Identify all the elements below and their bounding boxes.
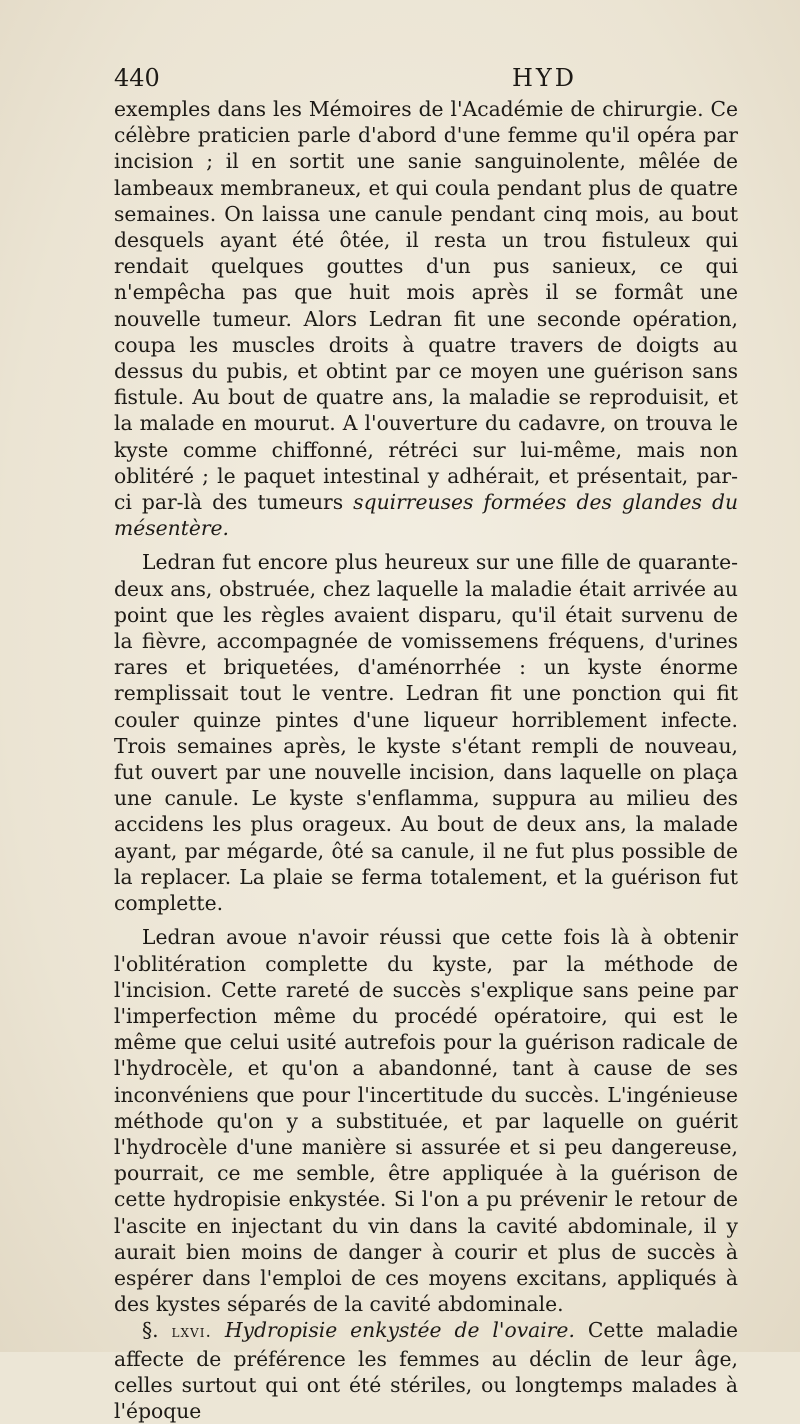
running-head: HYD [512, 64, 578, 92]
text-run: §. [142, 1318, 172, 1343]
page-number: 440 [114, 64, 160, 92]
paragraph-1 [114, 96, 738, 541]
text-run: Ledran fut encore plus heureux sur une fille de quarante-deux ans, obstruée, chez laquelle la maladie était arrivée au point que les règles avaient disparu, qu'il était survenu de la fièvre, accompagnée de vomissemens fréquens, d'urines rares et briquetées, d'aménorrhée : un kyste énorme remplissait tout le ventre. Ledran fit une ponction qui fit couler quinze pintes d'une liqueur horriblement infecte. Trois semaines après, le kyste s'étant rempli de nouveau, fut ouvert par une nouvelle incision, dans laquelle on plaça une canule. Le kyste s'enflamma, suppura au milieu des accidens les plus orageux. Au bout de deux ans, la malade ayant, par mégarde, ôté sa canule, il ne fut plus possible de la replacer. La plaie se ferma totalement, et la guérison fut complette. [114, 550, 738, 916]
section-title: Hydropisie enkystée de l'ovaire. [224, 1318, 575, 1343]
section-number: lxvi. [171, 1322, 212, 1343]
paragraph-2 [114, 549, 738, 916]
page-header [114, 60, 734, 100]
paragraph-4 [114, 1317, 738, 1424]
text-run: exemples dans les Mémoires de l'Académie de chirurgie. Ce célèbre praticien parle d'abord d'une femme qu'il opéra par incision ; il en sortit une sanie sanguinolente, mêlée de lambeaux membraneux, et qui coula pendant plus de quatre semaines. On laissa une canule pendant cinq mois, au bout desquels ayant été ôtée, il resta un trou fistuleux qui rendait quelques gouttes d'un pus sanieux, ce qui n'empêcha pas que huit mois après il se formât une nouvelle tumeur. Alors Ledran fit une seconde opération, coupa les muscles droits à quatre travers de doigts au dessus du pubis, et obtint par ce moyen une guérison sans fistule. Au bout de quatre ans, la maladie se reproduisit, et la malade en mourut. A l'ouverture du cadavre, on trouva le kyste comme chiffonné, rétréci sur lui-même, mais non oblitéré ; le paquet intestinal y adhérait, et présentait, par-ci par-là des tumeurs [114, 97, 738, 515]
text-run: Cette maladie affecte de préférence les femmes au déclin de leur âge, celles surtout qui ont été stériles, ou longtemps malades à l'époque [114, 1318, 738, 1423]
text-run: Ledran avoue n'avoir réussi que cette fois là à obtenir l'oblitération complette du kyste, par la méthode de l'incision. Cette rareté de succès s'explique sans peine par l'imperfection même du procédé opératoire, qui est le même que celui usité autrefois pour la guérison radicale de l'hydrocèle, et qu'on a abandonné, tant à cause de ses inconvéniens que pour l'incertitude du succès. L'ingénieuse méthode qu'on y a substituée, et par laquelle on guérit l'hydrocèle d'une manière si assurée et si peu dangereuse, pourrait, ce me semble, être appliquée à la guérison de cette hydropisie enkystée. Si l'on a pu prévenir le retour de l'ascite en injectant du vin dans la cavité abdominale, il y aurait bien moins de danger à courir et plus de succès à espérer dans l'emploi de ces moyens excitans, appliqués à des kystes séparés de la cavité abdominale. [114, 925, 738, 1317]
page-body [114, 96, 738, 1424]
text-run [212, 1318, 225, 1342]
paragraph-3 [114, 924, 738, 1317]
italic-text-run: squirreuses formées des glandes du mésentère. [114, 490, 739, 541]
